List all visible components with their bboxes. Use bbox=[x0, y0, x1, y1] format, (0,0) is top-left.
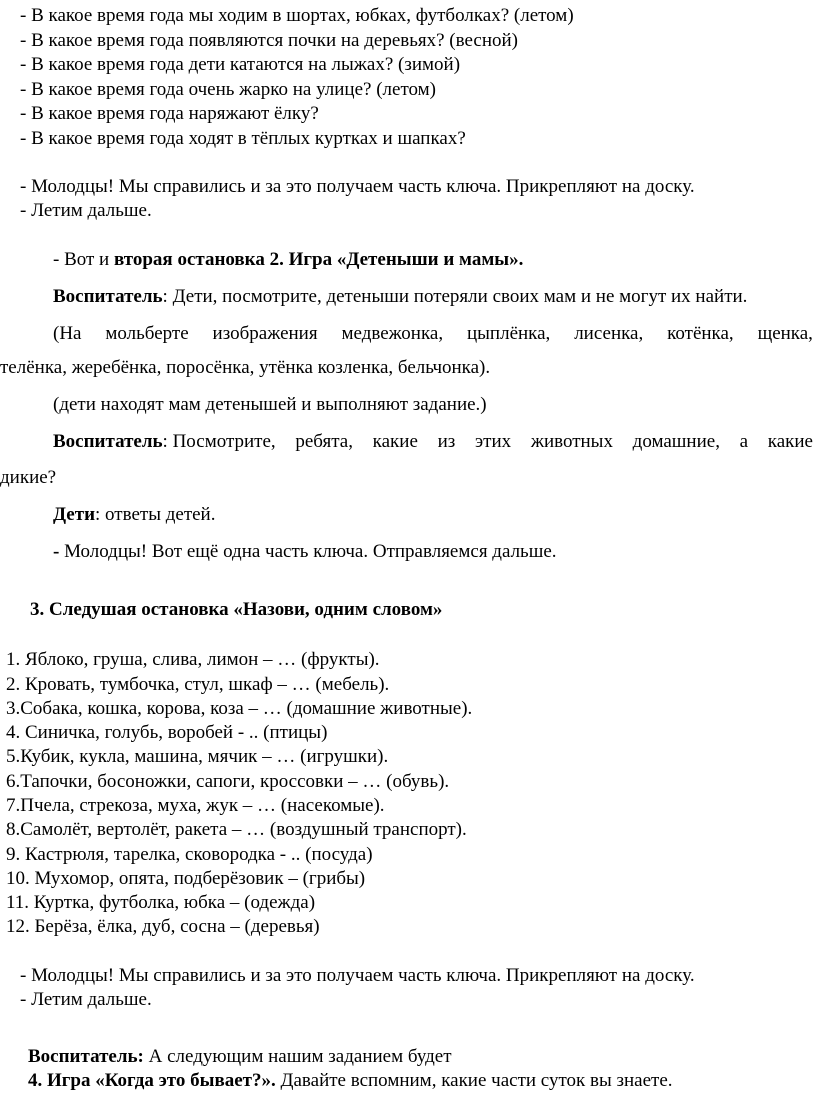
teacher-word: животных bbox=[530, 431, 613, 452]
stop-2-heading bbox=[53, 248, 523, 272]
teacher-word: : Посмотрите, bbox=[162, 431, 276, 452]
easel-line-2: телёнка, жеребёнка, поросёнка, утёнка козленка, бельчонка). bbox=[0, 357, 491, 378]
question-5: - В какое время года наряжают ёлку? bbox=[20, 103, 319, 124]
teacher-word: домашние, bbox=[632, 431, 720, 452]
kids-label: Дети bbox=[53, 504, 96, 525]
children-find-line: (дети находят мам детенышей и выполняют задание.) bbox=[53, 394, 487, 415]
easel-word: мольберте bbox=[105, 323, 189, 344]
teacher-word: ребята, bbox=[295, 431, 353, 452]
list-item: 12. Берёза, ёлка, дуб, сосна – (деревья) bbox=[6, 916, 320, 937]
list-item: 6.Тапочки, босоножки, сапоги, кроссовки – … (обувь). bbox=[6, 771, 450, 792]
stop-2-prefix: - Вот и bbox=[53, 249, 114, 270]
teacher-2-first bbox=[53, 430, 276, 454]
list-item: 7.Пчела, стрекоза, муха, жук – … (насекомые). bbox=[6, 795, 385, 816]
game-4-title: 4. Игра «Когда это бывает?». bbox=[28, 1070, 276, 1091]
question-1: - В какое время года мы ходим в шортах, юбках, футболках? (летом) bbox=[20, 5, 574, 26]
stop-3-heading: 3. Следушая остановка «Назови, одним словом» bbox=[30, 599, 443, 620]
easel-word: щенка, bbox=[757, 323, 813, 344]
teacher-word: этих bbox=[474, 431, 512, 452]
list-item: 10. Мухомор, опята, подберёзовик – (грибы) bbox=[6, 868, 366, 889]
easel-word: котёнка, bbox=[667, 323, 734, 344]
list-item: 3.Собака, кошка, корова, коза – … (домашние животные). bbox=[6, 698, 473, 719]
teacher-label: Воспитатель bbox=[53, 286, 163, 307]
kids-text: : ответы детей. bbox=[95, 504, 216, 525]
easel-word: изображения bbox=[212, 323, 318, 344]
list-item: 8.Самолёт, вертолёт, ракета – … (воздушный транспорт). bbox=[6, 819, 467, 840]
praise-line-2 bbox=[53, 540, 557, 564]
easel-word: лисенка, bbox=[574, 323, 644, 344]
list-item: 1. Яблоко, груша, слива, лимон – … (фрукты). bbox=[6, 649, 380, 670]
easel-word: (На bbox=[53, 323, 82, 344]
list-item: 9. Кастрюля, тарелка, сковородка - .. (посуда) bbox=[6, 844, 373, 865]
teacher-line-1 bbox=[53, 285, 747, 309]
list-item: 5.Кубик, кукла, машина, мячик – … (игрушки). bbox=[6, 746, 389, 767]
praise-text: Молодцы! Вот ещё одна часть ключа. Отправляемся дальше. bbox=[59, 541, 557, 562]
stop-2-title: вторая остановка 2. Игра «Детеныши и мамы». bbox=[113, 249, 524, 270]
question-4: - В какое время года очень жарко на улице? (летом) bbox=[20, 79, 436, 100]
list-item: 11. Куртка, футболка, юбка – (одежда) bbox=[6, 892, 316, 913]
teacher-line-2 bbox=[53, 430, 813, 454]
praise-line-3: - Молодцы! Мы справились и за это получаем часть ключа. Прикрепляют на доску. bbox=[20, 965, 695, 986]
list-item: 2. Кровать, тумбочка, стул, шкаф – … (мебель). bbox=[6, 674, 390, 695]
teacher-text: : Дети, посмотрите, детеныши потеряли своих мам и не могут их найти. bbox=[162, 286, 748, 307]
fly-line-2: - Летим дальше. bbox=[20, 989, 152, 1010]
teacher-label: Воспитатель: bbox=[28, 1046, 144, 1067]
teacher-word: а bbox=[739, 431, 749, 452]
teacher-label: Воспитатель bbox=[53, 431, 163, 452]
praise-dash: - bbox=[53, 541, 60, 562]
easel-word: медвежонка, bbox=[341, 323, 444, 344]
fly-line-1: - Летим дальше. bbox=[20, 200, 152, 221]
teacher-line-2-cont: дикие? bbox=[0, 467, 57, 488]
question-3: - В какое время года дети катаются на лыжах? (зимой) bbox=[20, 54, 461, 75]
teacher-text: А следующим нашим заданием будет bbox=[143, 1046, 452, 1067]
game-4-line bbox=[28, 1069, 673, 1093]
kids-line bbox=[53, 503, 215, 527]
question-2: - В какое время года появляются почки на деревьях? (весной) bbox=[20, 30, 518, 51]
question-6: - В какое время года ходят в тёплых куртках и шапках? bbox=[20, 128, 466, 149]
teacher-word: какие bbox=[767, 431, 813, 452]
game-4-text: Давайте вспомним, какие части суток вы знаете. bbox=[275, 1070, 673, 1091]
praise-line-1: - Молодцы! Мы справились и за это получаем часть ключа. Прикрепляют на доску. bbox=[20, 176, 695, 197]
teacher-line-3 bbox=[28, 1045, 452, 1069]
teacher-word: какие bbox=[372, 431, 418, 452]
list-item: 4. Синичка, голубь, воробей - .. (птицы) bbox=[6, 722, 328, 743]
easel-line-1 bbox=[53, 322, 813, 346]
teacher-word: из bbox=[437, 431, 456, 452]
easel-word: цыплёнка, bbox=[467, 323, 551, 344]
